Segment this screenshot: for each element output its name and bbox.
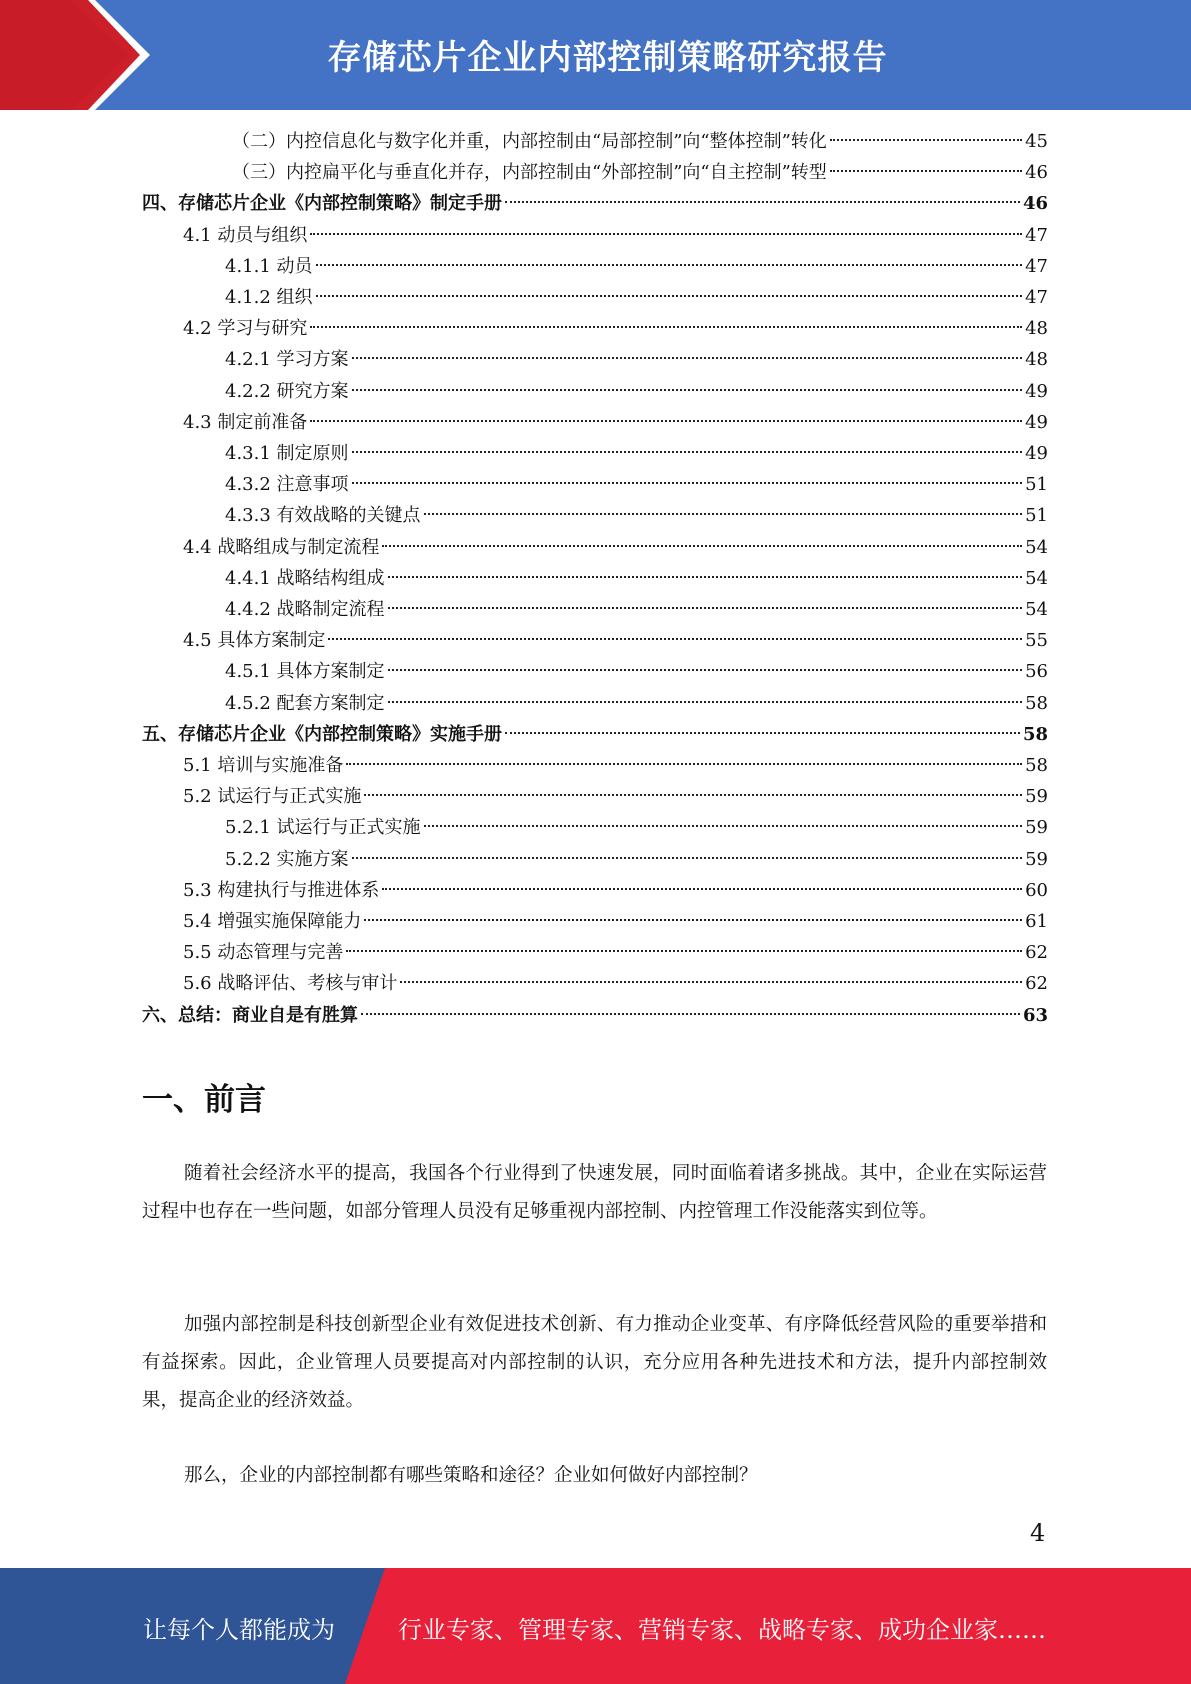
toc-entry[interactable] <box>225 282 1048 313</box>
page-footer-banner <box>0 1568 1191 1684</box>
toc-entry[interactable] <box>183 407 1048 438</box>
page-number: 4 <box>1030 1519 1046 1547</box>
page-header-banner <box>0 0 1191 110</box>
toc-entry-title: （三）内控扁平化与垂直化并存，内部控制由“外部控制”向“自主控制”转型 <box>232 162 827 184</box>
toc-entry[interactable] <box>183 750 1048 781</box>
footer-slogan-right: 行业专家、管理专家、营销专家、战略专家、成功企业家…… <box>398 1616 1046 1644</box>
toc-entry-title: 4.2 学习与研究 <box>183 318 308 340</box>
toc-entry-title: 4.3.3 有效战略的关键点 <box>225 505 421 527</box>
toc-entry-page: 46 <box>1022 193 1048 215</box>
section-heading: 一、前言 <box>142 1082 266 1118</box>
toc-entry-title: 4.5 具体方案制定 <box>183 630 326 652</box>
toc-entry[interactable] <box>225 688 1048 719</box>
toc-dot-leader <box>830 170 1022 172</box>
toc-dot-leader <box>382 545 1022 547</box>
toc-entry-page: 62 <box>1025 942 1048 964</box>
toc-entry-title: 五、存储芯片企业《内部控制策略》实施手册 <box>142 723 502 745</box>
toc-entry[interactable] <box>225 500 1048 531</box>
toc-entry-page: 58 <box>1025 755 1048 776</box>
toc-entry-page: 59 <box>1025 817 1048 839</box>
toc-entry[interactable] <box>232 157 1048 188</box>
toc-entry-page: 51 <box>1025 474 1048 496</box>
paragraph: 那么，企业的内部控制都有哪些策略和途径？企业如何做好内部控制？ <box>184 1465 758 1486</box>
toc-entry-page: 48 <box>1025 349 1048 371</box>
toc-entry-title: （二）内控信息化与数字化并重，内部控制由“局部控制”向“整体控制”转化 <box>232 131 827 152</box>
toc-entry-title: 4.1.1 动员 <box>225 255 313 277</box>
toc-entry[interactable] <box>225 812 1048 843</box>
toc-entry-title: 4.5.2 配套方案制定 <box>225 692 385 714</box>
toc-entry[interactable] <box>183 313 1048 344</box>
toc-dot-leader <box>364 794 1022 796</box>
toc-entry-page: 58 <box>1022 723 1048 745</box>
toc-entry-page: 59 <box>1025 848 1048 870</box>
toc-entry-title: 四、存储芯片企业《内部控制策略》制定手册 <box>142 193 502 215</box>
toc-dot-leader <box>382 888 1022 890</box>
toc-entry-title: 5.2.1 试运行与正式实施 <box>225 817 421 839</box>
toc-entry[interactable] <box>225 844 1048 875</box>
toc-entry-title: 5.2.2 实施方案 <box>225 848 349 870</box>
paragraph: 加强内部控制是科技创新型企业有效促进技术创新、有力推动企业变革、有序降低经营风险的重要举措和有益探索。因此，企业管理人员要提高对内部控制的认识，充分应用各种先进技术和方法，提升内部控制效果，提高企业的经济效益。 <box>142 1314 1047 1411</box>
toc-entry-page: 46 <box>1025 162 1048 184</box>
toc-entry-title: 4.3.2 注意事项 <box>225 474 349 496</box>
toc-dot-leader <box>424 513 1023 515</box>
toc-entry[interactable] <box>142 719 1048 750</box>
toc-entry-title: 4.1.2 组织 <box>225 287 313 308</box>
toc-entry-title: 4.4.2 战略制定流程 <box>225 599 385 620</box>
toc-entry[interactable] <box>232 126 1048 157</box>
toc-entry-page: 54 <box>1025 567 1048 589</box>
toc-entry[interactable] <box>142 1000 1048 1031</box>
toc-entry-page: 56 <box>1025 661 1048 683</box>
toc-dot-leader <box>388 701 1023 703</box>
toc-entry[interactable] <box>183 532 1048 563</box>
toc-dot-leader <box>505 732 1020 734</box>
toc-entry[interactable] <box>225 344 1048 375</box>
toc-entry-page: 60 <box>1025 879 1048 901</box>
toc-dot-leader <box>316 295 1023 297</box>
toc-dot-leader <box>364 919 1022 921</box>
toc-entry-title: 六、总结：商业自是有胜算 <box>142 1004 358 1026</box>
toc-entry-title: 4.2.2 研究方案 <box>225 380 349 402</box>
toc-dot-leader <box>328 638 1022 640</box>
toc-entry-title: 5.6 战略评估、考核与审计 <box>183 973 398 995</box>
toc-entry-title: 4.4 战略组成与制定流程 <box>183 536 380 558</box>
toc-dot-leader <box>310 326 1022 328</box>
toc-entry-page: 49 <box>1025 380 1048 402</box>
toc-dot-leader <box>361 1013 1020 1015</box>
toc-entry[interactable] <box>183 937 1048 968</box>
toc-entry-page: 51 <box>1025 505 1048 527</box>
toc-entry-page: 45 <box>1025 131 1048 152</box>
paragraph: 随着社会经济水平的提高，我国各个行业得到了快速发展，同时面临着诸多挑战。其中，企业在实际运营过程中也存在一些问题，如部分管理人员没有足够重视内部控制、内控管理工作没能落实到位等。 <box>142 1163 1047 1222</box>
toc-entry-title: 5.5 动态管理与完善 <box>183 942 344 964</box>
toc-entry-page: 58 <box>1025 692 1048 714</box>
toc-entry-title: 5.3 构建执行与推进体系 <box>183 879 380 901</box>
toc-dot-leader <box>400 981 1022 983</box>
toc-dot-leader <box>830 139 1022 141</box>
toc-entry-title: 4.3 制定前准备 <box>183 411 308 433</box>
toc-dot-leader <box>346 950 1022 952</box>
toc-entry-page: 55 <box>1025 630 1048 652</box>
toc-entry-page: 63 <box>1022 1004 1048 1026</box>
toc-entry[interactable] <box>183 875 1048 906</box>
toc-dot-leader <box>310 233 1022 235</box>
toc-entry[interactable] <box>225 594 1048 625</box>
toc-entry-title: 4.2.1 学习方案 <box>225 349 349 371</box>
toc-entry[interactable] <box>225 563 1048 594</box>
toc-entry[interactable] <box>183 906 1048 937</box>
toc-entry-title: 4.4.1 战略结构组成 <box>225 567 385 589</box>
toc-entry-title: 5.2 试运行与正式实施 <box>183 786 362 808</box>
toc-entry[interactable] <box>225 376 1048 407</box>
toc-entry-page: 54 <box>1025 536 1048 558</box>
report-title: 存储芯片企业内部控制策略研究报告 <box>327 38 888 78</box>
toc-entry[interactable] <box>225 251 1048 282</box>
toc-dot-leader <box>388 607 1023 609</box>
toc-entry-page: 54 <box>1025 599 1048 620</box>
toc-entry-page: 48 <box>1025 318 1048 340</box>
toc-entry[interactable] <box>183 781 1048 812</box>
toc-dot-leader <box>316 264 1023 266</box>
toc-entry-title: 4.1 动员与组织 <box>183 224 308 246</box>
toc-entry-title: 4.3.1 制定原则 <box>225 443 349 464</box>
toc-dot-leader <box>388 576 1023 578</box>
toc-entry-page: 59 <box>1025 786 1048 808</box>
toc-entry-page: 49 <box>1025 443 1048 464</box>
toc-entry[interactable] <box>183 625 1048 656</box>
toc-entry[interactable] <box>142 188 1048 219</box>
toc-entry[interactable] <box>225 656 1048 687</box>
footer-slogan-left: 让每个人都能成为 <box>143 1616 335 1644</box>
toc-entry-page: 47 <box>1025 255 1048 277</box>
toc-entry-page: 61 <box>1025 911 1048 932</box>
toc-dot-leader <box>352 389 1023 391</box>
toc-entry-page: 49 <box>1025 411 1048 433</box>
toc-dot-leader <box>352 482 1023 484</box>
toc-dot-leader <box>505 201 1020 203</box>
toc-entry[interactable] <box>225 469 1048 500</box>
toc-dot-leader <box>352 357 1023 359</box>
toc-entry-page: 47 <box>1025 287 1048 308</box>
toc-entry-title: 4.5.1 具体方案制定 <box>225 661 385 683</box>
toc-dot-leader <box>388 669 1023 671</box>
toc-entry-title: 5.1 培训与实施准备 <box>183 755 344 776</box>
toc-entry[interactable] <box>183 220 1048 251</box>
toc-entry[interactable] <box>183 968 1048 999</box>
toc-entry[interactable] <box>225 438 1048 469</box>
toc-dot-leader <box>346 763 1022 765</box>
toc-entry-title: 5.4 增强实施保障能力 <box>183 911 362 932</box>
toc-entry-page: 62 <box>1025 973 1048 995</box>
toc-dot-leader <box>310 420 1022 422</box>
toc-dot-leader <box>352 857 1023 859</box>
toc-dot-leader <box>424 825 1023 827</box>
toc-dot-leader <box>352 451 1023 453</box>
toc-entry-page: 47 <box>1025 224 1048 246</box>
